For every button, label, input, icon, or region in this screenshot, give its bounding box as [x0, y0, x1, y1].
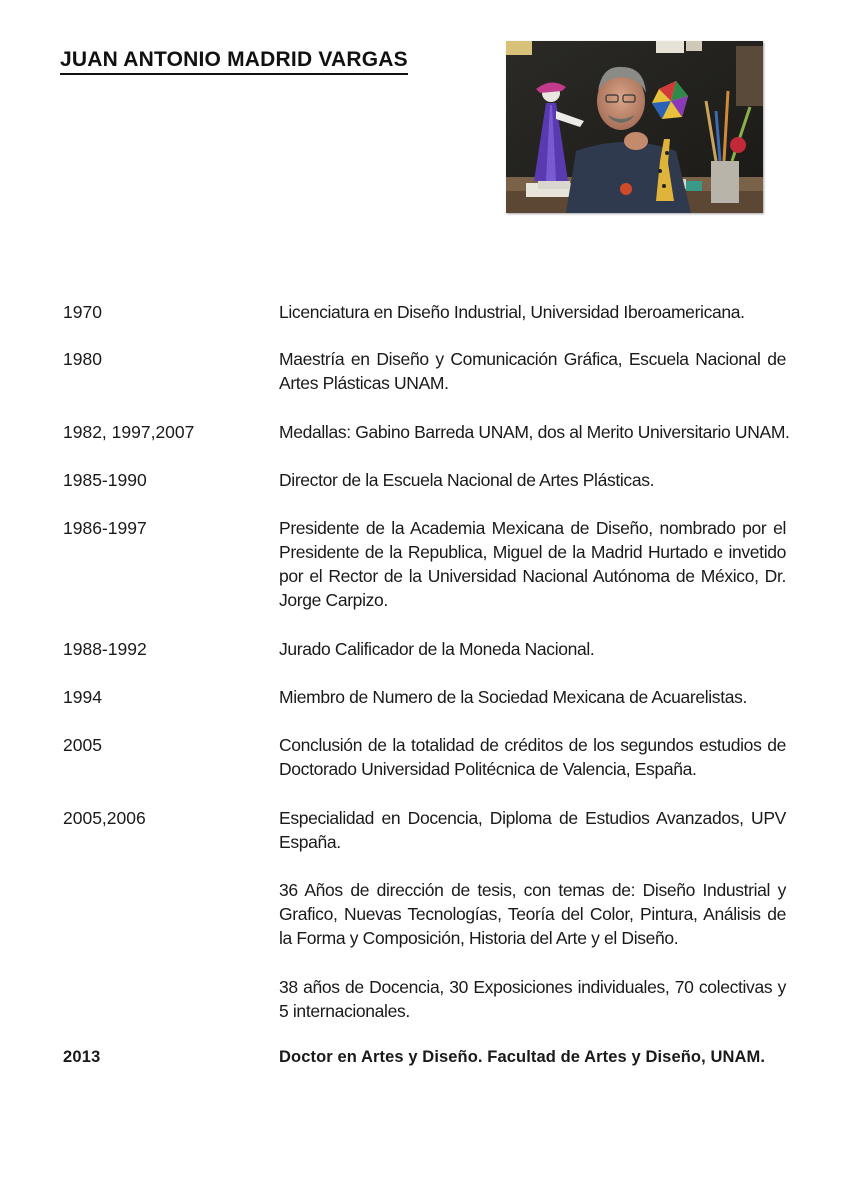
- page-title: JUAN ANTONIO MADRID VARGAS: [60, 48, 408, 75]
- entry-description: Maestría en Diseño y Comunicación Gráfica, Escuela Nacional de Artes Plásticas UNAM.: [279, 349, 786, 393]
- entry-year: 1970: [63, 302, 102, 322]
- entry-description: Especialidad en Docencia, Diploma de Estudios Avanzados, UPV España.: [279, 808, 786, 852]
- entry-year: 1982, 1997,2007: [63, 422, 195, 442]
- entry-year: 2005: [63, 735, 102, 755]
- entry-year: 2013: [63, 1048, 101, 1066]
- entry-description: 38 años de Docencia, 30 Exposiciones individuales, 70 colectivas y 5 internacionales.: [279, 977, 786, 1021]
- entry-year: 1988-1992: [63, 639, 147, 659]
- entry-description: Conclusión de la totalidad de créditos de los segundos estudios de Doctorado Universidad Politécnica de Valencia, España.: [279, 735, 786, 779]
- entry-year: 1980: [63, 349, 102, 369]
- entry-year: 1985-1990: [63, 470, 147, 490]
- entry-description: Presidente de la Academia Mexicana de Diseño, nombrado por el Presidente de la Republica, Miguel de la Madrid Hurtado e invetido por el Rector de la Universidad Nacional Autónoma de México, Dr. Jorge Carpizo.: [279, 518, 786, 610]
- entry-description: Medallas: Gabino Barreda UNAM, dos al Merito Universitario UNAM.: [279, 422, 790, 442]
- entry-description: 36 Años de dirección de tesis, con temas de: Diseño Industrial y Grafico, Nuevas Tecnologías, Teoría del Color, Pintura, Análisis de la Forma y Composición, Historia del Arte y el Diseño.: [279, 880, 786, 948]
- entry-year: 2005,2006: [63, 808, 146, 828]
- portrait-photo: [506, 41, 763, 213]
- entry-year: 1986-1997: [63, 518, 147, 538]
- entry-description: Director de la Escuela Nacional de Artes Plásticas.: [279, 470, 655, 490]
- entry-description: Miembro de Numero de la Sociedad Mexicana de Acuarelistas.: [279, 687, 748, 707]
- entry-description: Jurado Calificador de la Moneda Nacional.: [279, 639, 595, 659]
- entry-year: 1994: [63, 687, 102, 707]
- entry-description: Doctor en Artes y Diseño. Facultad de Artes y Diseño, UNAM.: [279, 1048, 766, 1066]
- entry-description: Licenciatura en Diseño Industrial, Universidad Iberoamericana.: [279, 302, 745, 322]
